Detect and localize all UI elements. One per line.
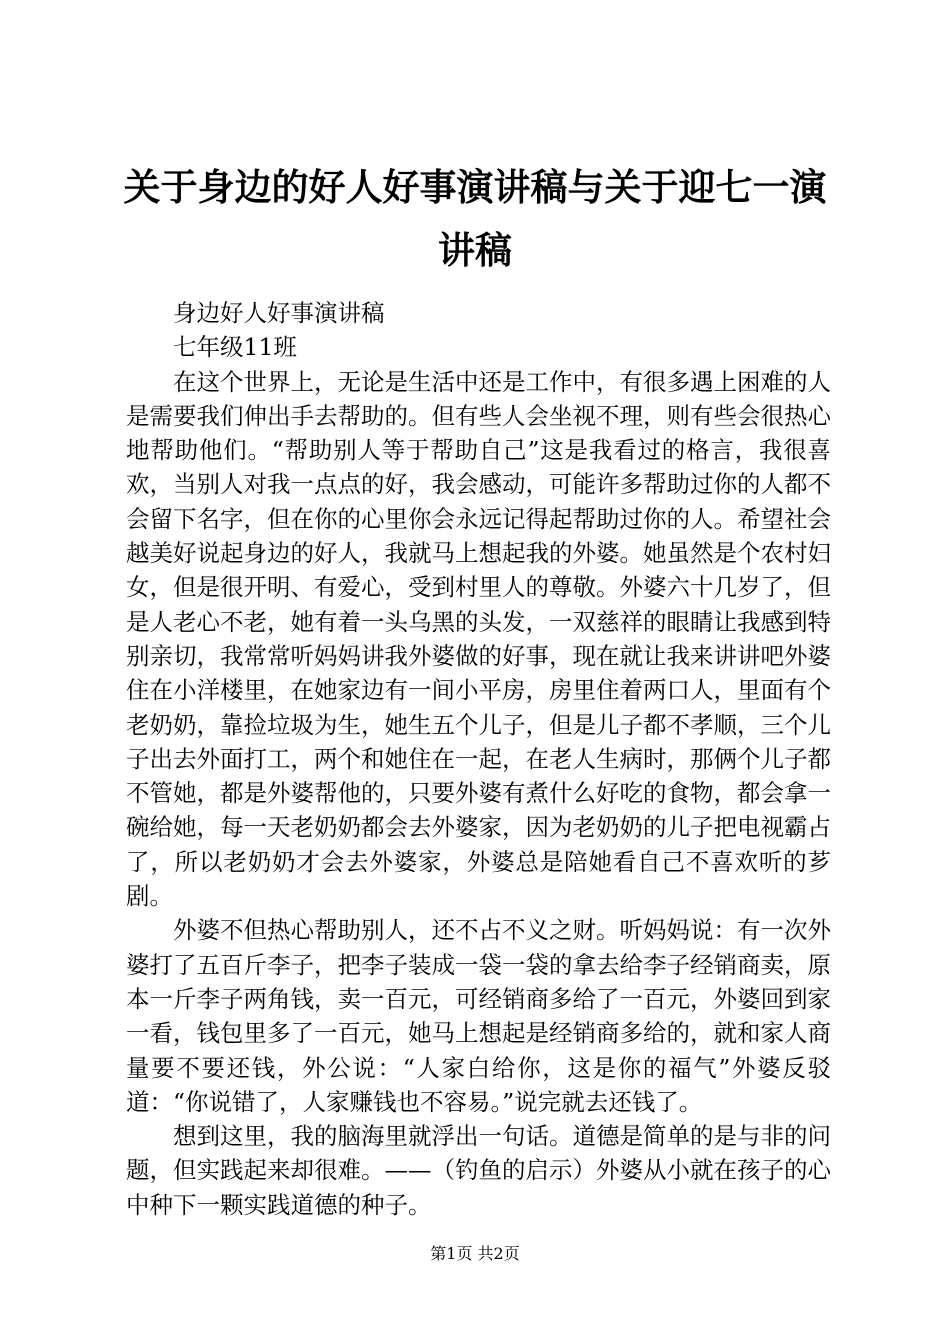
page-number-footer: 第1页 共2页 <box>430 1244 520 1263</box>
speech-subtitle: 身边好人好事演讲稿 <box>173 299 385 327</box>
author-class: 七年级11班 <box>173 333 297 362</box>
document-title: 关于身边的好人好事演讲稿与关于迎七一演讲稿 <box>123 166 827 272</box>
body-paragraph: 外婆不但热心帮助别人，还不占不义之财。听妈妈说：有一次外婆打了五百斤李子，把李子装成一袋一袋的拿去给李子经销商卖，原本一斤李子两角钱，卖一百元，可经销商多给了一百元，外婆回到家一看，钱包里多了一百元，她马上想起是经销商多给的，就和家人商量要不要还钱，外公说：“人家白给你，这是你的福气”外婆反驳道：“你说错了，人家赚钱也不容易。”说完就去还钱了。 <box>126 916 831 1116</box>
body-paragraph: 在这个世界上，无论是生活中还是工作中，有很多遇上困难的人是需要我们伸出手去帮助的。但有些人会坐视不理，则有些会很热心地帮助他们。“帮助别人等于帮助自己”这是我看过的格言，我很喜欢，当别人对我一点点的好，我会感动，可能许多帮助过你的人都不会留下名字，但在你的心里你会永远记得起帮助过你的人。希望社会越美好说起身边的好人，我就马上想起我的外婆。她虽然是个农村妇女，但是很开明、有爱心，受到村里人的尊敬。外婆六十几岁了，但是人老心不老，她有着一头乌黑的头发，一双慈祥的眼睛让我感到特别亲切，我常常听妈妈讲我外婆做的好事，现在就让我来讲讲吧外婆住在小洋楼里，在她家边有一间小平房，房里住着两口人，里面有个老奶奶，靠捡垃圾为生，她生五个儿子，但是儿子都不孝顺，三个儿子出去外面打工，两个和她住在一起，在老人生病时，那俩个儿子都不管她，都是外婆帮他的，只要外婆有煮什么好吃的食物，都会拿一碗给她，每一天老奶奶都会去外婆家，因为老奶奶的儿子把电视霸占了，所以老奶奶才会去外婆家，外婆总是陪她看自己不喜欢听的芗剧。 <box>126 367 831 911</box>
body-paragraph: 想到这里，我的脑海里就浮出一句话。道德是简单的是与非的问题，但实践起来却很难。——（钓鱼的启示）外婆从小就在孩子的心中种下一颗实践道德的种子。 <box>126 1122 831 1219</box>
document-body <box>126 296 831 1222</box>
